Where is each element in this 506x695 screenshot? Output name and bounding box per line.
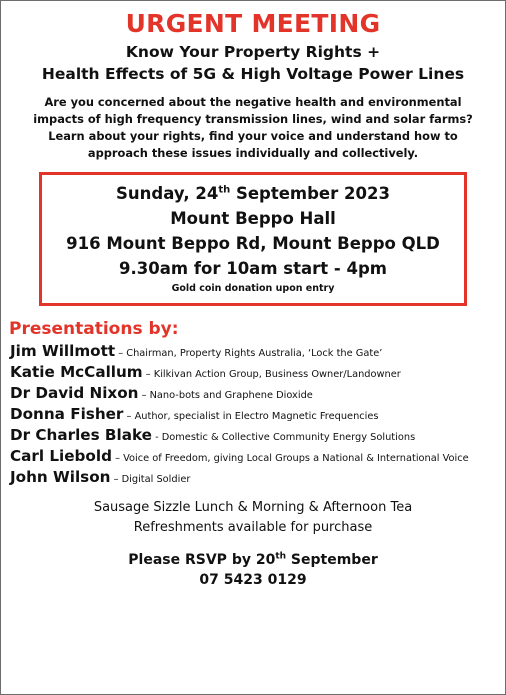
event-date-suffix: th (218, 184, 231, 196)
rsvp-info (7, 550, 499, 590)
refreshments-line-2: Refreshments available for purchase (133, 520, 373, 535)
presenter-name: Dr David Nixon (10, 384, 139, 402)
presenter-name: Dr Charles Blake (10, 426, 152, 444)
event-time: 9.30am for 10am start - 4pm (119, 259, 387, 278)
presenter-role: – Nano-bots and Graphene Dioxide (138, 390, 313, 401)
event-venue: Mount Beppo Hall (170, 209, 336, 228)
intro-paragraph (9, 94, 497, 162)
intro-line-3: Learn about your rights, find your voice and understand how to (48, 129, 458, 143)
presenter-item (10, 362, 499, 383)
presenter-name: John Wilson (10, 468, 111, 486)
presenter-role: – Kilkivan Action Group, Business Owner/Landowner (142, 369, 401, 380)
presenter-role: – Chairman, Property Rights Australia, ‘Lock the Gate’ (115, 348, 383, 359)
event-date (46, 181, 460, 206)
presenter-role: - Domestic & Collective Community Energy Solutions (151, 432, 416, 443)
event-date-rest: September 2023 (230, 184, 390, 203)
refreshments-line-1: Sausage Sizzle Lunch & Morning & Afternoon Tea (93, 500, 413, 515)
presenter-role: – Voice of Freedom, giving Local Groups a National & International Voice (111, 453, 469, 464)
intro-line-4: approach these issues individually and collectively. (87, 146, 419, 160)
presenter-name: Katie McCallum (10, 363, 143, 381)
presenter-item (10, 446, 499, 467)
presenter-role: – Digital Soldier (110, 474, 191, 485)
presenter-name: Jim Willmott (10, 342, 116, 360)
event-date-day: Sunday, 24 (116, 184, 219, 203)
presenter-name: Donna Fisher (10, 405, 124, 423)
refreshments-info (7, 498, 499, 538)
presenter-item (10, 425, 499, 446)
presenter-item (10, 341, 499, 362)
intro-line-1: Are you concerned about the negative health and environmental (44, 95, 462, 109)
rsvp-phone: 07 5423 0129 (199, 572, 307, 588)
intro-line-2: impacts of high frequency transmission lines, wind and solar farms? (33, 112, 473, 126)
event-donation-note: Gold coin donation upon entry (171, 283, 335, 294)
rsvp-deadline (7, 550, 499, 570)
event-details-box (39, 172, 467, 306)
presenter-role: – Author, specialist in Electro Magnetic Frequencies (123, 411, 379, 422)
event-address: 916 Mount Beppo Rd, Mount Beppo QLD (66, 234, 440, 253)
presenter-item (10, 383, 499, 404)
subtitle-line-1: Know Your Property Rights + (125, 43, 381, 61)
rsvp-suffix: th (275, 551, 287, 562)
rsvp-rest: September (286, 552, 378, 568)
presenter-item (10, 404, 499, 425)
meeting-title: URGENT MEETING (125, 9, 381, 38)
presenter-item (10, 467, 499, 488)
presenter-list (7, 341, 499, 488)
subtitle-line-2: Health Effects of 5G & High Voltage Power Lines (41, 65, 465, 83)
rsvp-prefix: Please RSVP by 20 (128, 552, 276, 568)
presenter-name: Carl Liebold (10, 447, 112, 465)
presentations-heading: Presentations by: (9, 319, 179, 339)
